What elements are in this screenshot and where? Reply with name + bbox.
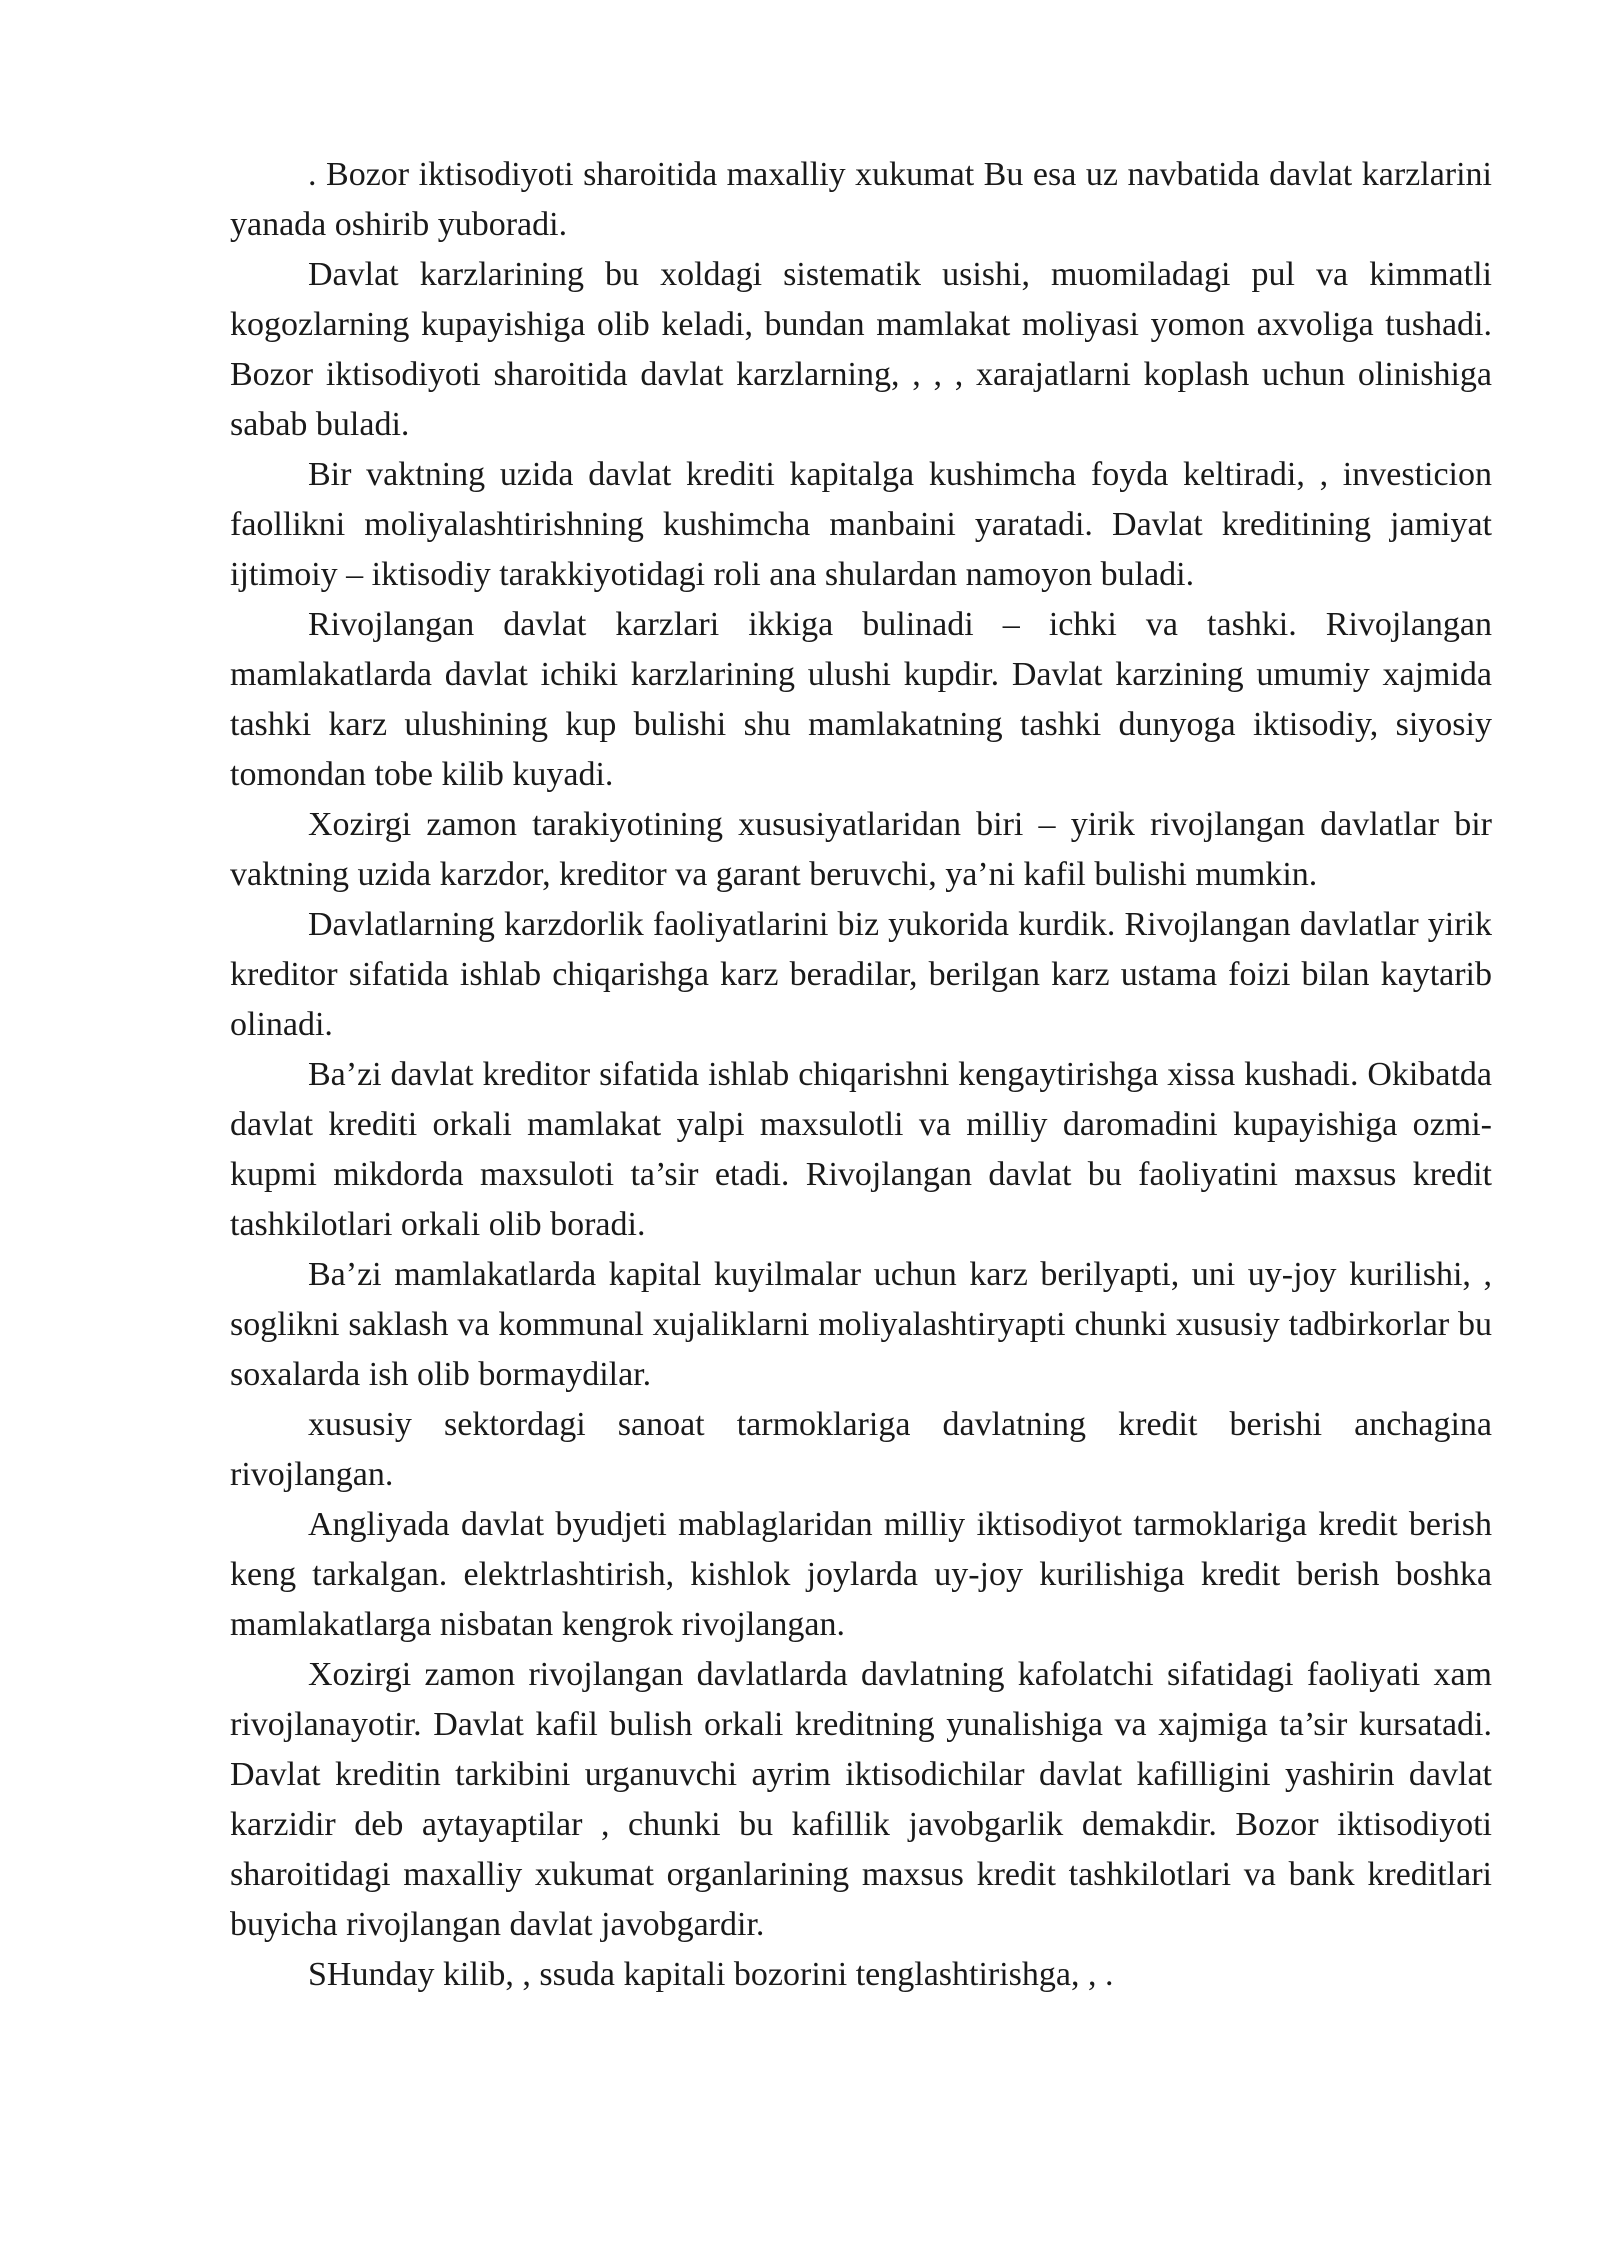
paragraph: Davlatlarning karzdorlik faoliyatlarini biz yukorida kurdik. Rivojlangan davlatlar yirik kreditor sifatida ishlab chiqarishga karz beradilar, berilgan karz ustama foizi bilan kaytarib olinadi.	[230, 906, 1492, 1043]
paragraph: Bir vaktning uzida davlat krediti kapitalga kushimcha foyda keltiradi, , investicion faollikni moliyalashtirishning kushimcha manbaini yaratadi. Davlat kreditining jamiyat ijtimoiy – iktisodiy tarakkiyotidagi roli ana shulardan namoyon buladi.	[230, 456, 1492, 593]
paragraph: SHunday kilib, , ssuda kapitali bozorini tenglashtirishga, , .	[308, 1956, 1114, 1993]
paragraph: Xozirgi zamon tarakiyotining xususiyatlaridan biri – yirik rivojlangan davlatlar bir vaktning uzida karzdor, kreditor va garant beruvchi, ya’ni kafil bulishi mumkin.	[230, 806, 1492, 893]
paragraph: Ba’zi mamlakatlarda kapital kuyilmalar uchun karz berilyapti, uni uy-joy kurilishi, , soglikni saklash va kommunal xujaliklarni moliyalashtiryapti chunki xususiy tadbirkorlar bu soxalarda ish olib bormaydilar.	[230, 1256, 1492, 1393]
paragraph: Davlat karzlarining bu xoldagi sistematik usishi, muomiladagi pul va kimmatli kogozlarning kupayishiga olib keladi, bundan mamlakat moliyasi yomon axvoliga tushadi. Bozor iktisodiyoti sharoitida davlat karzlarning, , , , xarajatlarni koplash uchun olinishiga sabab buladi.	[230, 256, 1492, 443]
paragraph: xususiy sektordagi sanoat tarmoklariga davlatning kredit berishi anchagina rivojlangan.	[230, 1406, 1492, 1493]
paragraph: Rivojlangan davlat karzlari ikkiga bulinadi – ichki va tashki. Rivojlangan mamlakatlarda davlat ichiki karzlarining ulushi kupdir. Davlat karzining umumiy xajmida tashki karz ulushining kup bulishi shu mamlakatning tashki dunyoga iktisodiy, siyosiy tomondan tobe kilib kuyadi.	[230, 606, 1492, 793]
paragraph: Angliyada davlat byudjeti mablaglaridan milliy iktisodiyot tarmoklariga kredit berish keng tarkalgan. elektrlashtirish, kishlok joylarda uy-joy kurilishiga kredit berish boshka mamlakatlarga nisbatan kengrok rivojlangan.	[230, 1506, 1492, 1643]
paragraph: . Bozor iktisodiyoti sharoitida maxalliy xukumat Bu esa uz navbatida davlat karzlarini yanada oshirib yuboradi.	[230, 156, 1492, 243]
paragraph: Ba’zi davlat kreditor sifatida ishlab chiqarishni kengaytirishga xissa kushadi. Okibatda davlat krediti orkali mamlakat yalpi maxsulotli va milliy daromadini kupayishiga ozmi-kupmi mikdorda maxsuloti ta’sir etadi. Rivojlangan davlat bu faoliyatini maxsus kredit tashkilotlari orkali olib boradi.	[230, 1056, 1492, 1243]
document-body	[230, 150, 1492, 2000]
paragraph: Xozirgi zamon rivojlangan davlatlarda davlatning kafolatchi sifatidagi faoliyati xam rivojlanayotir. Davlat kafil bulish orkali kreditning yunalishiga va xajmiga ta’sir kursatadi. Davlat kreditin tarkibini urganuvchi ayrim iktisodichilar davlat kafilligini yashirin davlat karzidir deb aytayaptilar , chunki bu kafillik javobgarlik demakdir. Bozor iktisodiyoti sharoitidagi maxalliy xukumat organlarining maxsus kredit tashkilotlari va bank kreditlari buyicha rivojlangan davlat javobgardir.	[230, 1656, 1492, 1943]
